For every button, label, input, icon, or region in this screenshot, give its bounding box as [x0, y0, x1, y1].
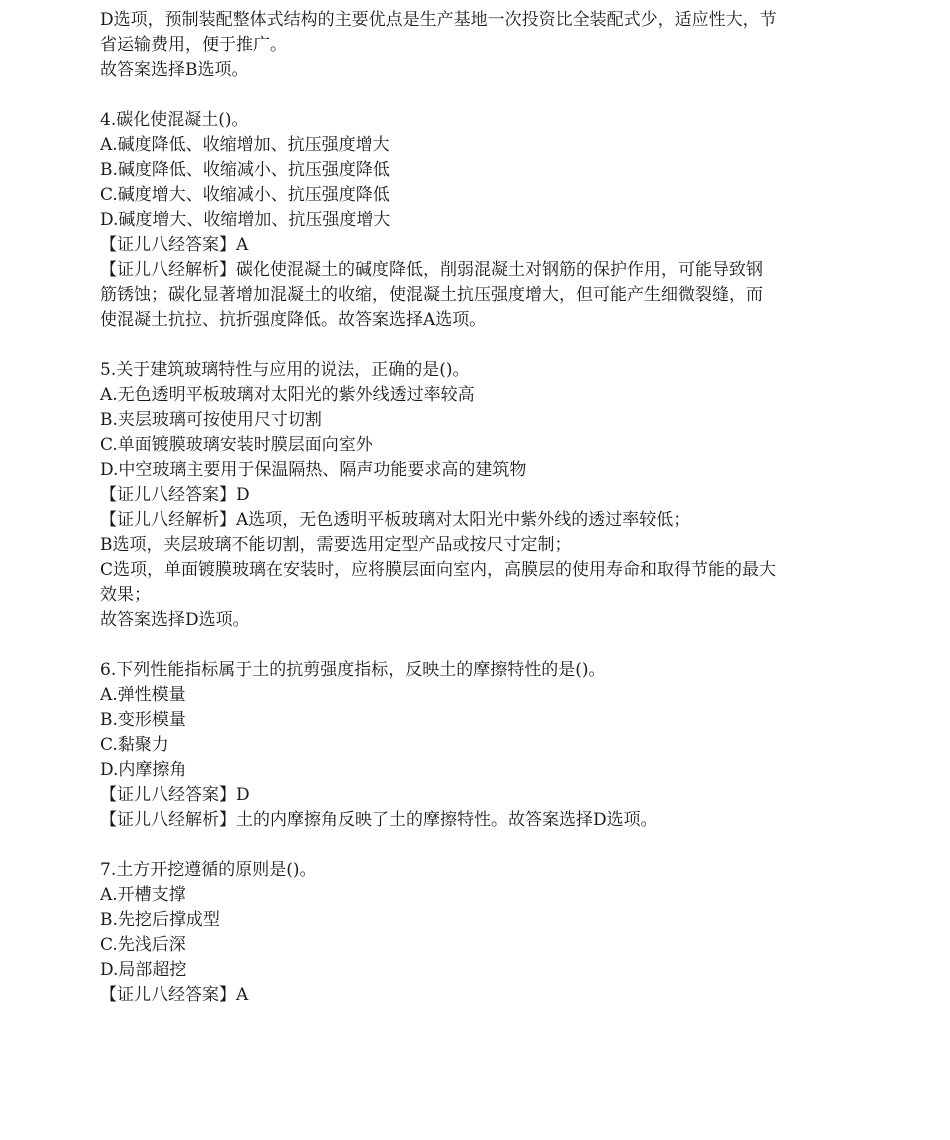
question-block-6	[100, 658, 860, 833]
analysis-line: 效果；	[100, 585, 151, 605]
option-a: A.弹性模量	[100, 685, 186, 705]
question-stem: 4.碳化使混凝土()。	[100, 110, 249, 130]
option-a: A.开槽支撑	[100, 885, 186, 905]
option-d: D.中空玻璃主要用于保温隔热、隔声功能要求高的建筑物	[100, 460, 527, 480]
option-b: B.夹层玻璃可按使用尺寸切割	[100, 410, 322, 430]
analysis-line: 筋锈蚀；碳化显著增加混凝土的收缩，使混凝土抗压强度增大，但可能产生细微裂缝，而	[100, 285, 763, 305]
option-d: D.内摩擦角	[100, 760, 187, 780]
answer-line: 【证儿八经答案】D	[100, 485, 250, 505]
intro-line: D选项，预制装配整体式结构的主要优点是生产基地一次投资比全装配式少，适应性大，节	[100, 10, 777, 30]
question-stem: 5.关于建筑玻璃特性与应用的说法，正确的是()。	[100, 360, 470, 380]
option-b: B.先挖后撑成型	[100, 910, 220, 930]
option-c: C.碱度增大、收缩减小、抗压强度降低	[100, 185, 390, 205]
intro-line: 故答案选择B选项。	[100, 60, 249, 80]
question-stem: 6.下列性能指标属于土的抗剪强度指标，反映土的摩擦特性的是()。	[100, 660, 606, 680]
analysis-line: 【证儿八经解析】土的内摩擦角反映了土的摩擦特性。故答案选择D选项。	[100, 810, 658, 830]
question-stem: 7.土方开挖遵循的原则是()。	[100, 860, 317, 880]
option-d: D.局部超挖	[100, 960, 187, 980]
question-block-7	[100, 858, 860, 1008]
option-b: B.碱度降低、收缩减小、抗压强度降低	[100, 160, 390, 180]
intro-line: 省运输费用，便于推广。	[100, 35, 287, 55]
answer-line: 【证儿八经答案】A	[100, 235, 249, 255]
analysis-line: 【证儿八经解析】碳化使混凝土的碱度降低，削弱混凝土对钢筋的保护作用，可能导致钢	[100, 260, 763, 280]
option-a: A.无色透明平板玻璃对太阳光的紫外线透过率较高	[100, 385, 475, 405]
answer-line: 【证儿八经答案】A	[100, 985, 249, 1005]
option-b: B.变形模量	[100, 710, 186, 730]
option-c: C.单面镀膜玻璃安装时膜层面向室外	[100, 435, 373, 455]
analysis-line: 故答案选择D选项。	[100, 610, 250, 630]
option-a: A.碱度降低、收缩增加、抗压强度增大	[100, 135, 390, 155]
option-c: C.先浅后深	[100, 935, 186, 955]
question-block-4	[100, 108, 860, 333]
analysis-line: C选项，单面镀膜玻璃在安装时，应将膜层面向室内，高膜层的使用寿命和取得节能的最大	[100, 560, 777, 580]
answer-line: 【证儿八经答案】D	[100, 785, 250, 805]
analysis-line: B选项，夹层玻璃不能切割，需要选用定型产品或按尺寸定制；	[100, 535, 572, 555]
option-c: C.黏聚力	[100, 735, 169, 755]
question-block-5	[100, 358, 860, 633]
option-d: D.碱度增大、收缩增加、抗压强度增大	[100, 210, 391, 230]
document-page	[100, 8, 860, 1008]
analysis-line: 使混凝土抗拉、抗折强度降低。故答案选择A选项。	[100, 310, 487, 330]
intro-block	[100, 8, 860, 83]
analysis-line: 【证儿八经解析】A选项，无色透明平板玻璃对太阳光中紫外线的透过率较低；	[100, 510, 691, 530]
